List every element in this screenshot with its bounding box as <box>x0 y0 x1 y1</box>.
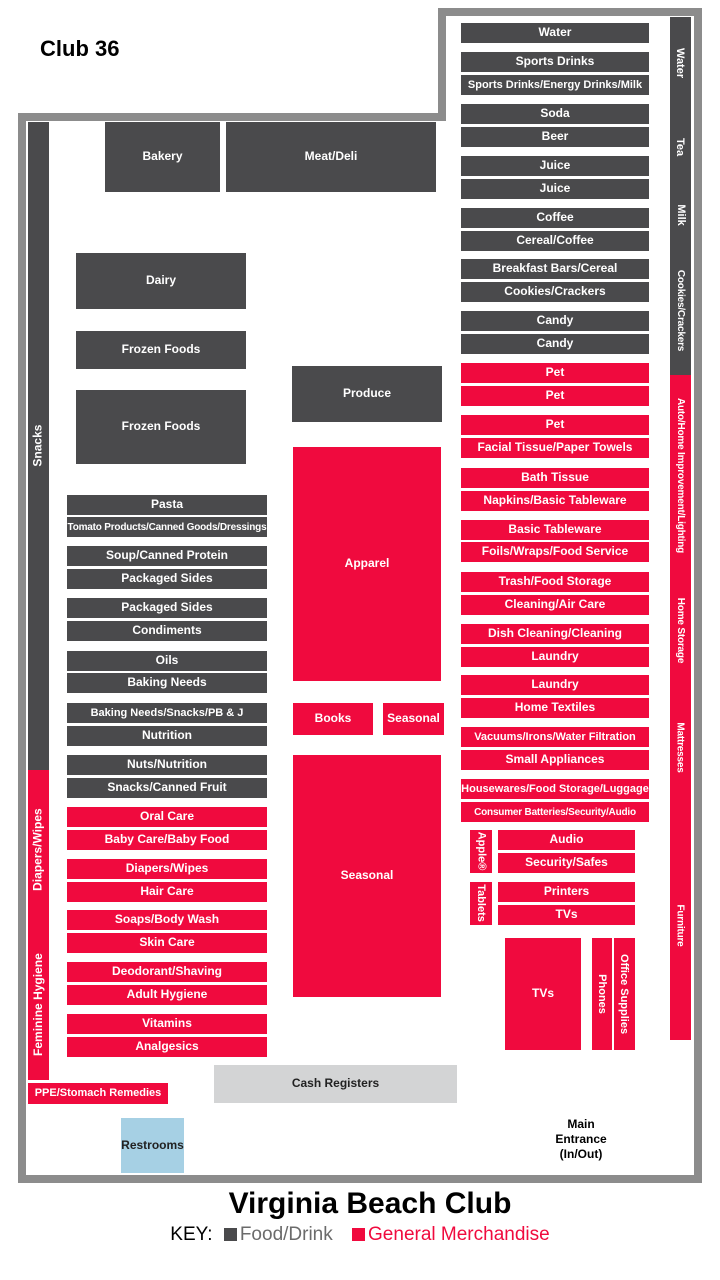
aisle-shelf: Soaps/Body Wash <box>67 910 267 930</box>
aisle-shelf: Condiments <box>67 621 267 641</box>
store-label: Club 36 <box>40 36 120 61</box>
security-safes-section: Security/Safes <box>498 853 635 873</box>
apple-section: Apple® <box>470 830 492 873</box>
aisle-shelf: Facial Tissue/Paper Towels <box>461 438 649 458</box>
water-wall: Water <box>670 17 691 110</box>
wall-right <box>694 8 702 1183</box>
cookies-crackers-wall: Cookies/Crackers <box>670 245 691 375</box>
food-swatch <box>224 1228 237 1241</box>
aisle-shelf: Bath Tissue <box>461 468 649 488</box>
aisle-shelf: Diapers/Wipes <box>67 859 267 879</box>
aisle-shelf: Nutrition <box>67 726 267 746</box>
aisle-shelf: Baking Needs/Snacks/PB & J <box>67 703 267 723</box>
frozen-foods-section: Frozen Foods <box>76 390 246 464</box>
aisle-shelf: Basic Tableware <box>461 520 649 540</box>
aisle-shelf: Oils <box>67 651 267 671</box>
aisle-shelf: Analgesics <box>67 1037 267 1057</box>
office-supplies-section: Office Supplies <box>614 938 635 1050</box>
legend-key-label: KEY: <box>170 1224 213 1245</box>
aisle-shelf: Skin Care <box>67 933 267 953</box>
phones-section: Phones <box>592 938 612 1050</box>
aisle-shelf: Laundry <box>461 647 649 667</box>
aisle-shelf: Baking Needs <box>67 673 267 693</box>
aisle-shelf: Cereal/Coffee <box>461 231 649 251</box>
legend <box>0 1224 720 1246</box>
aisle-shelf: Nuts/Nutrition <box>67 755 267 775</box>
meat-deli-section: Meat/Deli <box>226 122 436 192</box>
books-section: Books <box>293 703 373 735</box>
aisle-shelf: Trash/Food Storage <box>461 572 649 592</box>
feminine-hygiene-wall: Feminine Hygiene <box>28 930 49 1080</box>
aisle-shelf: Vitamins <box>67 1014 267 1034</box>
restrooms: Restrooms <box>121 1118 184 1173</box>
aisle-shelf: Packaged Sides <box>67 569 267 589</box>
bakery-section: Bakery <box>105 122 220 192</box>
aisle-shelf: Small Appliances <box>461 750 649 770</box>
tvs-display: TVs <box>505 938 581 1050</box>
legend-gm-label: General Merchandise <box>368 1224 550 1245</box>
wall-left <box>18 113 26 1183</box>
aisle-shelf: Deodorant/Shaving <box>67 962 267 982</box>
wall-notch <box>438 8 446 121</box>
mattresses-wall: Mattresses <box>670 685 691 810</box>
aisle-shelf: Foils/Wraps/Food Service <box>461 542 649 562</box>
milk-wall: Milk <box>670 185 691 245</box>
tablets-section: Tablets <box>470 882 492 925</box>
gm-swatch <box>352 1228 365 1241</box>
entrance-line: (In/Out) <box>559 1147 603 1161</box>
aisle-shelf: Consumer Batteries/Security/Audio <box>461 802 649 822</box>
audio-section: Audio <box>498 830 635 850</box>
aisle-shelf: Candy <box>461 334 649 354</box>
tea-wall: Tea <box>670 110 691 185</box>
aisle-shelf: Pet <box>461 363 649 383</box>
seasonal-section: Seasonal <box>293 755 441 997</box>
aisle-shelf: Cookies/Crackers <box>461 282 649 302</box>
aisle-shelf: Tomato Products/Canned Goods/Dressings <box>67 517 267 537</box>
aisle-shelf: Pet <box>461 386 649 406</box>
auto-home-improvement-wall: Auto/Home Improvement/Lighting <box>670 375 691 575</box>
aisle-shelf: Candy <box>461 311 649 331</box>
diapers-wipes-wall: Diapers/Wipes <box>28 770 49 930</box>
entrance-line: Entrance <box>555 1132 607 1146</box>
aisle-shelf: Adult Hygiene <box>67 985 267 1005</box>
dairy-section: Dairy <box>76 253 246 309</box>
aisle-shelf: Breakfast Bars/Cereal <box>461 259 649 279</box>
aisle-shelf: Packaged Sides <box>67 598 267 618</box>
aisle-shelf: Laundry <box>461 675 649 695</box>
aisle-shelf: Pasta <box>67 495 267 515</box>
aisle-shelf: Water <box>461 23 649 43</box>
aisle-shelf: Cleaning/Air Care <box>461 595 649 615</box>
printers-section: Printers <box>498 882 635 902</box>
aisle-shelf: Soda <box>461 104 649 124</box>
aisle-shelf: Pet <box>461 415 649 435</box>
aisle-shelf: Oral Care <box>67 807 267 827</box>
frozen-foods-section: Frozen Foods <box>76 331 246 369</box>
aisle-shelf: Dish Cleaning/Cleaning <box>461 624 649 644</box>
aisle-shelf: Coffee <box>461 208 649 228</box>
tvs-section: TVs <box>498 905 635 925</box>
map-title: Virginia Beach Club <box>228 1187 512 1220</box>
aisle-shelf: Home Textiles <box>461 698 649 718</box>
main-entrance-label <box>540 1117 622 1162</box>
aisle-shelf: Beer <box>461 127 649 147</box>
furniture-wall: Furniture <box>670 810 691 1040</box>
aisle-shelf: Baby Care/Baby Food <box>67 830 267 850</box>
snacks-wall: Snacks <box>28 122 49 770</box>
aisle-shelf: Housewares/Food Storage/Luggage <box>461 779 649 799</box>
aisle-shelf: Soup/Canned Protein <box>67 546 267 566</box>
aisle-shelf: Snacks/Canned Fruit <box>67 778 267 798</box>
aisle-shelf: Sports Drinks/Energy Drinks/Milk <box>461 75 649 95</box>
produce-section: Produce <box>292 366 442 422</box>
aisle-shelf: Vacuums/Irons/Water Filtration <box>461 727 649 747</box>
wall-top-right <box>438 8 702 16</box>
wall-top-left <box>18 113 446 121</box>
wall-bottom <box>18 1175 702 1183</box>
cash-registers: Cash Registers <box>214 1065 457 1103</box>
apparel-section: Apparel <box>293 447 441 681</box>
entrance-line: Main <box>567 1117 595 1131</box>
legend-food-label: Food/Drink <box>239 1224 333 1245</box>
home-storage-wall: Home Storage <box>670 575 691 685</box>
ppe-stomach-remedies-section: PPE/Stomach Remedies <box>28 1083 168 1104</box>
aisle-shelf: Hair Care <box>67 882 267 902</box>
seasonal-section: Seasonal <box>383 703 444 735</box>
aisle-shelf: Napkins/Basic Tableware <box>461 491 649 511</box>
aisle-shelf: Juice <box>461 156 649 176</box>
aisle-shelf: Sports Drinks <box>461 52 649 72</box>
aisle-shelf: Juice <box>461 179 649 199</box>
